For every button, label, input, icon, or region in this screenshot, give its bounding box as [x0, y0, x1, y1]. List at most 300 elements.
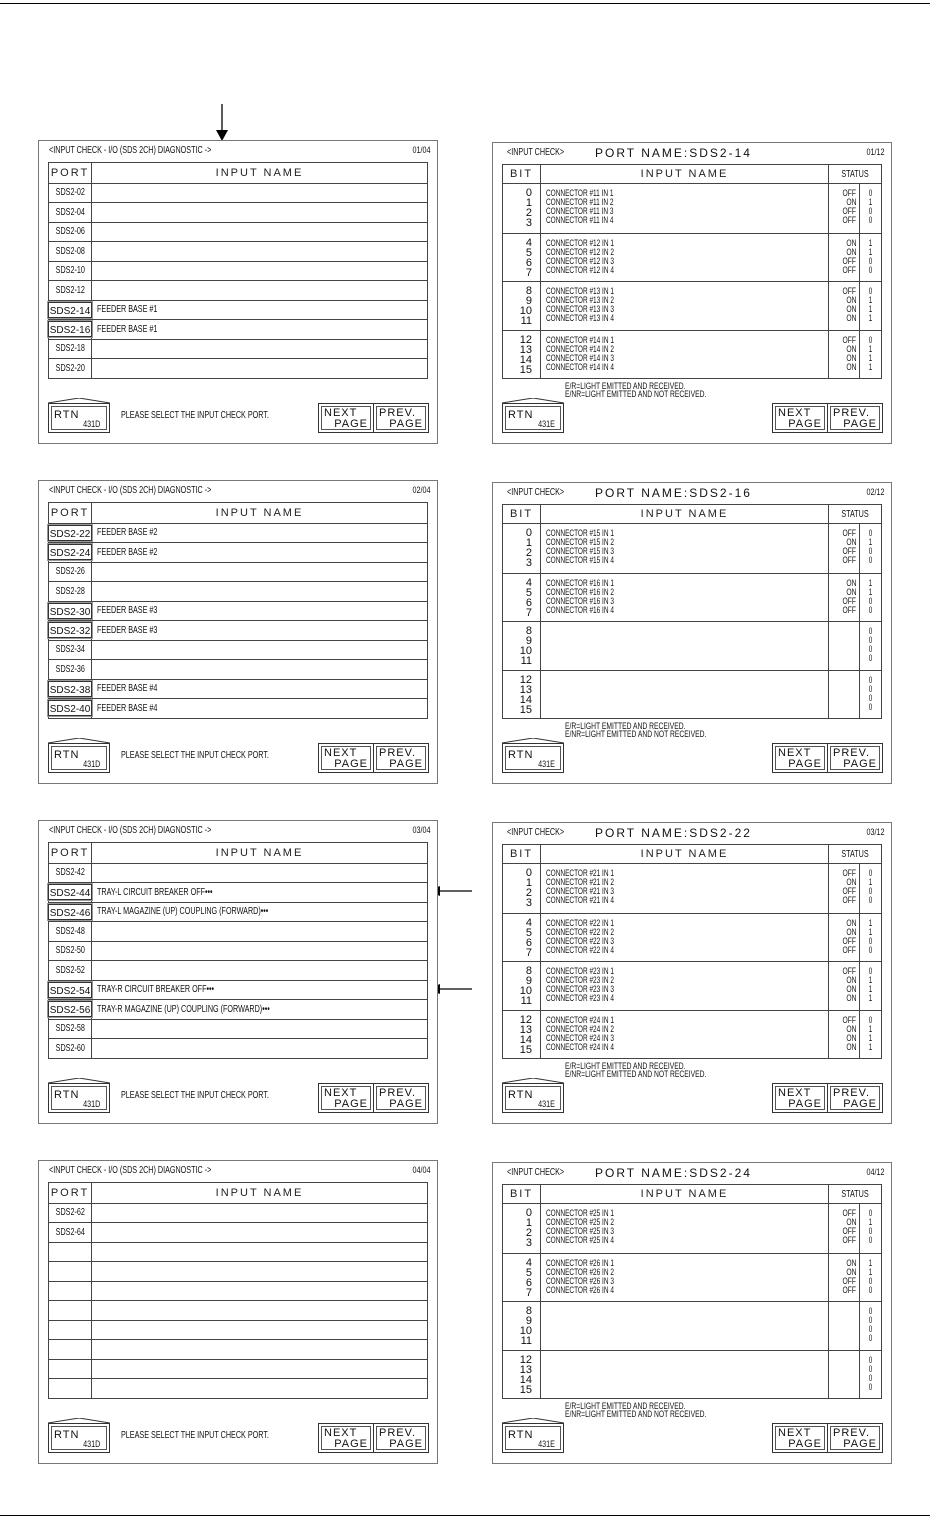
header-name [92, 503, 427, 523]
bit-number: 15 [519, 1383, 532, 1396]
input-name: CONNECTOR #22 IN 4 [546, 944, 614, 955]
bit-number: 6 [525, 1276, 532, 1289]
table-row [49, 562, 427, 582]
bit-status-screen [492, 1162, 892, 1464]
bit-number: 10 [519, 985, 532, 997]
table-row [49, 1320, 427, 1340]
status-text: OFF [842, 886, 856, 896]
port-cell[interactable] [49, 602, 92, 621]
port-label: SDS2-54 [49, 985, 91, 997]
input-name: CONNECTOR #24 IN 3 [546, 1032, 614, 1043]
bit-group [503, 1350, 881, 1399]
status-value: 0 [868, 1381, 873, 1392]
name-cell [92, 660, 427, 679]
port-button[interactable] [48, 525, 93, 541]
name-cell [92, 340, 427, 359]
next-page-button[interactable] [318, 1423, 374, 1453]
bit-number: 7 [525, 1286, 532, 1299]
table-header [49, 163, 427, 183]
table-row [49, 659, 427, 679]
status-value: 0 [868, 1363, 873, 1374]
next-page-button[interactable] [772, 1083, 828, 1113]
next-page-button[interactable] [318, 403, 374, 433]
port-label: SDS2-62 [55, 1207, 85, 1219]
input-name: CONNECTOR #16 IN 1 [546, 577, 614, 588]
return-button[interactable] [48, 1423, 110, 1453]
prev-page-button[interactable] [373, 743, 429, 773]
name-cell [92, 680, 427, 699]
bit-number: 2 [525, 547, 532, 559]
port-button[interactable] [48, 982, 93, 998]
port-name-value: SDS2-14 [689, 146, 752, 160]
port-button[interactable] [48, 544, 93, 560]
prev-page-button[interactable] [827, 403, 883, 433]
input-name: TRAY-R MAGAZINE (UP) COUPLING (FORWARD)••• [97, 1003, 270, 1015]
next-label: NEXT [324, 1427, 358, 1439]
status-text: OFF [842, 1275, 856, 1286]
return-button[interactable] [48, 1083, 110, 1113]
status-value: 1 [868, 361, 873, 372]
input-names [541, 864, 829, 913]
status-value: 1 [868, 993, 873, 1003]
bit-number: 3 [525, 217, 532, 229]
status-text: ON [845, 361, 856, 372]
prev-page-button[interactable] [827, 1423, 883, 1453]
bit-group [503, 1301, 881, 1350]
header-bit-label: BIT [509, 508, 534, 520]
input-name: CONNECTOR #12 IN 1 [546, 237, 614, 248]
screen-title: <INPUT CHECK> [507, 827, 565, 838]
port-cell [49, 184, 92, 203]
port-cell [49, 1243, 92, 1262]
input-name: CONNECTOR #11 IN 2 [546, 197, 614, 207]
status-text: OFF [842, 1284, 856, 1295]
table-row [49, 581, 427, 601]
name-cell [92, 699, 427, 718]
rtn-label: RTN [508, 1429, 534, 1441]
port-label: SDS2-32 [49, 626, 91, 638]
bit-number: 13 [519, 343, 532, 356]
status-value: 1 [868, 1257, 873, 1268]
bit-number: 3 [525, 897, 532, 909]
status-message: PLEASE SELECT THE INPUT CHECK PORT. [121, 750, 269, 761]
bit-number: 4 [525, 236, 532, 249]
next-page-button[interactable] [318, 1083, 374, 1113]
bit-number: 1 [525, 197, 532, 209]
screen-title: <INPUT CHECK> [507, 147, 565, 158]
screen-title: <INPUT CHECK> [507, 487, 565, 498]
name-cell [92, 961, 427, 980]
input-names [541, 962, 829, 1010]
status-text: OFF [842, 188, 856, 198]
table-row[interactable] [49, 999, 427, 1019]
status-value: 0 [868, 1324, 873, 1334]
status-value: 0 [868, 1226, 873, 1236]
table-header [503, 165, 881, 184]
port-name-value: SDS2-16 [689, 486, 752, 500]
name-cell [92, 1360, 427, 1379]
page-indicator: 01/12 [866, 147, 885, 157]
input-name: CONNECTOR #13 IN 4 [546, 313, 614, 323]
next-page-label: PAGE [334, 1438, 368, 1450]
header-name-label: INPUT NAME [640, 168, 729, 180]
input-names [541, 622, 829, 670]
port-cell[interactable] [49, 903, 92, 922]
port-button[interactable] [48, 321, 93, 337]
port-button[interactable] [48, 904, 93, 920]
table-row[interactable] [49, 679, 427, 699]
rtn-label: RTN [508, 1089, 534, 1101]
table-row[interactable] [49, 902, 427, 922]
bit-table [502, 1184, 882, 1399]
port-label: SDS2-22 [49, 528, 91, 540]
bit-number: 3 [525, 557, 532, 569]
bit-number: 1 [525, 537, 532, 549]
status-value: 0 [868, 255, 873, 266]
status-value: 0 [868, 286, 873, 296]
header-bit [503, 1185, 541, 1203]
status-text: ON [845, 877, 856, 887]
port-cell[interactable] [49, 680, 92, 699]
input-name: CONNECTOR #14 IN 1 [546, 334, 614, 345]
status-value: 0 [868, 683, 873, 694]
status-text: ON [845, 352, 856, 363]
next-label: NEXT [324, 1087, 358, 1099]
input-name: CONNECTOR #23 IN 4 [546, 993, 614, 1003]
rtn-code: 431E [538, 1439, 555, 1449]
table-row [49, 1378, 427, 1398]
header-port [49, 1183, 92, 1203]
status-value: 0 [868, 1235, 873, 1245]
table-row[interactable] [49, 882, 427, 902]
status-texts [829, 1302, 860, 1350]
status-texts [829, 524, 860, 573]
port-cell[interactable] [49, 981, 92, 1000]
status-text: ON [845, 984, 856, 994]
table-row[interactable] [49, 980, 427, 1000]
next-label: NEXT [778, 1427, 812, 1439]
bit-number: 8 [525, 285, 532, 297]
input-name: CONNECTOR #16 IN 3 [546, 595, 614, 606]
status-text: ON [845, 313, 856, 323]
name-cell [92, 1204, 427, 1223]
return-button[interactable] [48, 743, 110, 773]
status-text: ON [845, 197, 856, 207]
status-value: 1 [868, 295, 873, 305]
table-row[interactable] [49, 620, 427, 640]
input-names [541, 331, 829, 379]
port-cell[interactable] [49, 524, 92, 543]
input-name: CONNECTOR #21 IN 1 [546, 868, 614, 878]
status-value: 0 [868, 1275, 873, 1286]
port-button[interactable] [48, 884, 93, 900]
table-header [49, 1183, 427, 1203]
name-cell [92, 301, 427, 320]
status-text: ON [845, 993, 856, 1003]
legend [565, 1402, 753, 1418]
status-value: 0 [868, 528, 873, 538]
table-header [49, 843, 427, 863]
input-name: CONNECTOR #24 IN 1 [546, 1014, 614, 1025]
bit-numbers [503, 1351, 541, 1399]
header-name-label: INPUT NAME [215, 846, 304, 859]
input-name: CONNECTOR #26 IN 2 [546, 1266, 614, 1277]
prev-page-label: PAGE [389, 1098, 423, 1110]
input-name: CONNECTOR #14 IN 2 [546, 343, 614, 354]
status-value: 0 [868, 206, 873, 216]
port-cell [49, 1262, 92, 1281]
page-indicator: 01/04 [412, 145, 431, 155]
status-value: 0 [868, 1208, 873, 1218]
port-label: SDS2-48 [55, 925, 85, 937]
status-values [860, 962, 881, 1010]
status-value: 1 [868, 1217, 873, 1227]
screen-title: <INPUT CHECK - I/O (SDS 2CH) DIAGNOSTIC -> [49, 145, 212, 156]
input-name: CONNECTOR #11 IN 1 [546, 188, 614, 198]
bit-number: 15 [519, 703, 532, 716]
status-texts [829, 234, 860, 282]
table-row[interactable] [49, 319, 427, 339]
table-row [49, 640, 427, 660]
header-name [541, 505, 829, 523]
port-label: SDS2-08 [55, 245, 85, 257]
bit-numbers [503, 1204, 541, 1253]
input-name: TRAY-L CIRCUIT BREAKER OFF••• [97, 886, 213, 898]
status-value: 1 [868, 1266, 873, 1277]
input-name: CONNECTOR #24 IN 2 [546, 1023, 614, 1034]
bit-numbers [503, 1011, 541, 1059]
prev-page-button[interactable] [373, 1423, 429, 1453]
screen-title: <INPUT CHECK> [507, 1167, 565, 1178]
return-button[interactable] [502, 403, 564, 433]
table-row[interactable] [49, 542, 427, 562]
header-name-label: INPUT NAME [215, 166, 304, 179]
table-row[interactable] [49, 300, 427, 320]
next-page-button[interactable] [772, 403, 828, 433]
bit-number: 2 [525, 207, 532, 219]
input-name: FEEDER BASE #3 [97, 605, 158, 617]
status-texts [829, 1351, 860, 1399]
port-cell [49, 281, 92, 300]
table-row [49, 863, 427, 883]
port-cell[interactable] [49, 320, 92, 339]
port-button[interactable] [48, 302, 93, 318]
table-row [49, 921, 427, 941]
header-name [92, 1183, 427, 1203]
table-row[interactable] [49, 698, 427, 718]
header-port-label: PORT [50, 506, 90, 519]
bit-numbers [503, 864, 541, 913]
bit-group [503, 524, 881, 573]
prev-page-button[interactable] [373, 1083, 429, 1113]
status-value: 1 [868, 975, 873, 985]
bottom-rule [0, 1515, 930, 1516]
port-cell[interactable] [49, 301, 92, 320]
bit-numbers [503, 574, 541, 622]
bit-numbers [503, 331, 541, 379]
header-bit [503, 165, 541, 183]
header-port [49, 163, 92, 183]
rtn-code: 431D [83, 1439, 101, 1449]
port-button[interactable] [48, 1001, 93, 1017]
header-name-label: INPUT NAME [640, 1188, 729, 1200]
status-text: OFF [842, 546, 856, 556]
return-button[interactable] [48, 403, 110, 433]
status-text: ON [845, 1032, 856, 1043]
input-name: FEEDER BASE #3 [97, 624, 158, 636]
status-text: ON [845, 1266, 856, 1277]
status-value: 0 [868, 886, 873, 896]
status-text: OFF [842, 264, 856, 275]
status-values [860, 1204, 881, 1253]
status-value: 1 [868, 246, 873, 257]
port-button[interactable] [48, 700, 93, 716]
header-bit-label: BIT [509, 168, 534, 180]
port-name-prefix: PORT NAME: [595, 826, 690, 840]
bit-number: 0 [525, 1207, 532, 1219]
port-cell[interactable] [49, 883, 92, 902]
bit-number: 11 [520, 995, 532, 1007]
bit-numbers [503, 184, 541, 233]
port-cell[interactable] [49, 543, 92, 562]
input-names [541, 574, 829, 622]
next-label: NEXT [778, 747, 812, 759]
bit-number: 6 [525, 936, 532, 949]
name-cell [92, 1340, 427, 1359]
return-button[interactable] [502, 743, 564, 773]
port-label: SDS2-04 [55, 206, 85, 218]
port-label: SDS2-28 [55, 585, 85, 597]
input-name: CONNECTOR #26 IN 1 [546, 1257, 614, 1268]
prev-page-button[interactable] [827, 743, 883, 773]
return-button[interactable] [502, 1083, 564, 1113]
next-page-label: PAGE [788, 758, 822, 770]
status-value: 0 [868, 966, 873, 976]
port-list-screen [38, 140, 438, 444]
input-name: CONNECTOR #22 IN 2 [546, 926, 614, 937]
status-value: 1 [868, 1032, 873, 1043]
table-row[interactable] [49, 601, 427, 621]
table-row [49, 1038, 427, 1058]
status-texts [829, 184, 860, 233]
name-cell [92, 242, 427, 261]
input-names [541, 1254, 829, 1302]
next-page-button[interactable] [772, 743, 828, 773]
status-text: ON [845, 926, 856, 937]
port-button[interactable] [48, 681, 93, 697]
screen-title: <INPUT CHECK - I/O (SDS 2CH) DIAGNOSTIC -> [49, 1165, 212, 1176]
input-name: CONNECTOR #16 IN 4 [546, 604, 614, 615]
status-value: 0 [868, 1372, 873, 1383]
bit-number: 7 [525, 606, 532, 619]
port-label: SDS2-24 [49, 548, 91, 560]
next-page-label: PAGE [788, 1438, 822, 1450]
input-name: CONNECTOR #26 IN 4 [546, 1284, 614, 1295]
bit-number: 7 [525, 946, 532, 959]
status-texts [829, 914, 860, 962]
name-cell [92, 543, 427, 562]
name-cell [92, 203, 427, 222]
port-label: SDS2-26 [55, 566, 85, 578]
status-text: OFF [842, 966, 856, 976]
status-text: OFF [842, 555, 856, 565]
status-text: OFF [842, 868, 856, 878]
name-cell [92, 281, 427, 300]
bit-number: 8 [525, 625, 532, 637]
status-value: 0 [868, 595, 873, 606]
input-names [541, 1204, 829, 1253]
page-indicator: 02/12 [866, 487, 885, 497]
bit-numbers [503, 524, 541, 573]
status-text: OFF [842, 895, 856, 905]
status-text: ON [845, 304, 856, 314]
port-label: SDS2-42 [55, 867, 85, 879]
status-values [860, 331, 881, 379]
prev-page-label: PAGE [843, 418, 877, 430]
status-text: OFF [842, 935, 856, 946]
port-cell[interactable] [49, 1000, 92, 1019]
bit-number: 14 [519, 1373, 532, 1386]
prev-page-button[interactable] [827, 1083, 883, 1113]
name-cell [92, 563, 427, 582]
port-button[interactable] [48, 603, 93, 619]
bit-number: 0 [525, 867, 532, 879]
status-values [860, 1302, 881, 1350]
status-message: PLEASE SELECT THE INPUT CHECK PORT. [121, 1430, 269, 1441]
prev-page-button[interactable] [373, 403, 429, 433]
port-label: SDS2-40 [49, 704, 91, 716]
bit-number: 10 [519, 645, 532, 657]
port-label: SDS2-16 [49, 325, 91, 337]
rtn-label: RTN [54, 1089, 80, 1101]
port-cell[interactable] [49, 621, 92, 640]
port-name-heading [595, 826, 752, 840]
status-value: 1 [868, 877, 873, 887]
next-page-button[interactable] [772, 1423, 828, 1453]
return-button[interactable] [502, 1423, 564, 1453]
page-indicator: 04/12 [866, 1167, 885, 1177]
status-value: 0 [868, 935, 873, 946]
input-name: CONNECTOR #21 IN 4 [546, 895, 614, 905]
bit-table [502, 164, 882, 379]
prev-label: PREV. [833, 1427, 871, 1439]
next-label: NEXT [778, 1087, 812, 1099]
status-value: 0 [868, 188, 873, 198]
header-bit [503, 505, 541, 523]
status-text: OFF [842, 1226, 856, 1236]
bit-numbers [503, 622, 541, 670]
status-texts [829, 864, 860, 913]
name-cell [92, 981, 427, 1000]
port-button[interactable] [48, 622, 93, 638]
header-name-label: INPUT NAME [215, 506, 304, 519]
port-cell [49, 1360, 92, 1379]
table-row [49, 1300, 427, 1320]
next-label: NEXT [324, 407, 358, 419]
rtn-code: 431E [538, 419, 555, 429]
legend-enr: E/NR=LIGHT EMITTED AND NOT RECEIVED. [565, 1069, 707, 1079]
bit-group [503, 573, 881, 622]
next-page-button[interactable] [318, 743, 374, 773]
port-name-prefix: PORT NAME: [595, 486, 690, 500]
port-name-heading [595, 1166, 752, 1180]
status-text: ON [845, 246, 856, 257]
status-texts [829, 1011, 860, 1059]
table-row[interactable] [49, 523, 427, 543]
port-cell[interactable] [49, 699, 92, 718]
rtn-label: RTN [54, 409, 80, 421]
status-value: 0 [868, 555, 873, 565]
